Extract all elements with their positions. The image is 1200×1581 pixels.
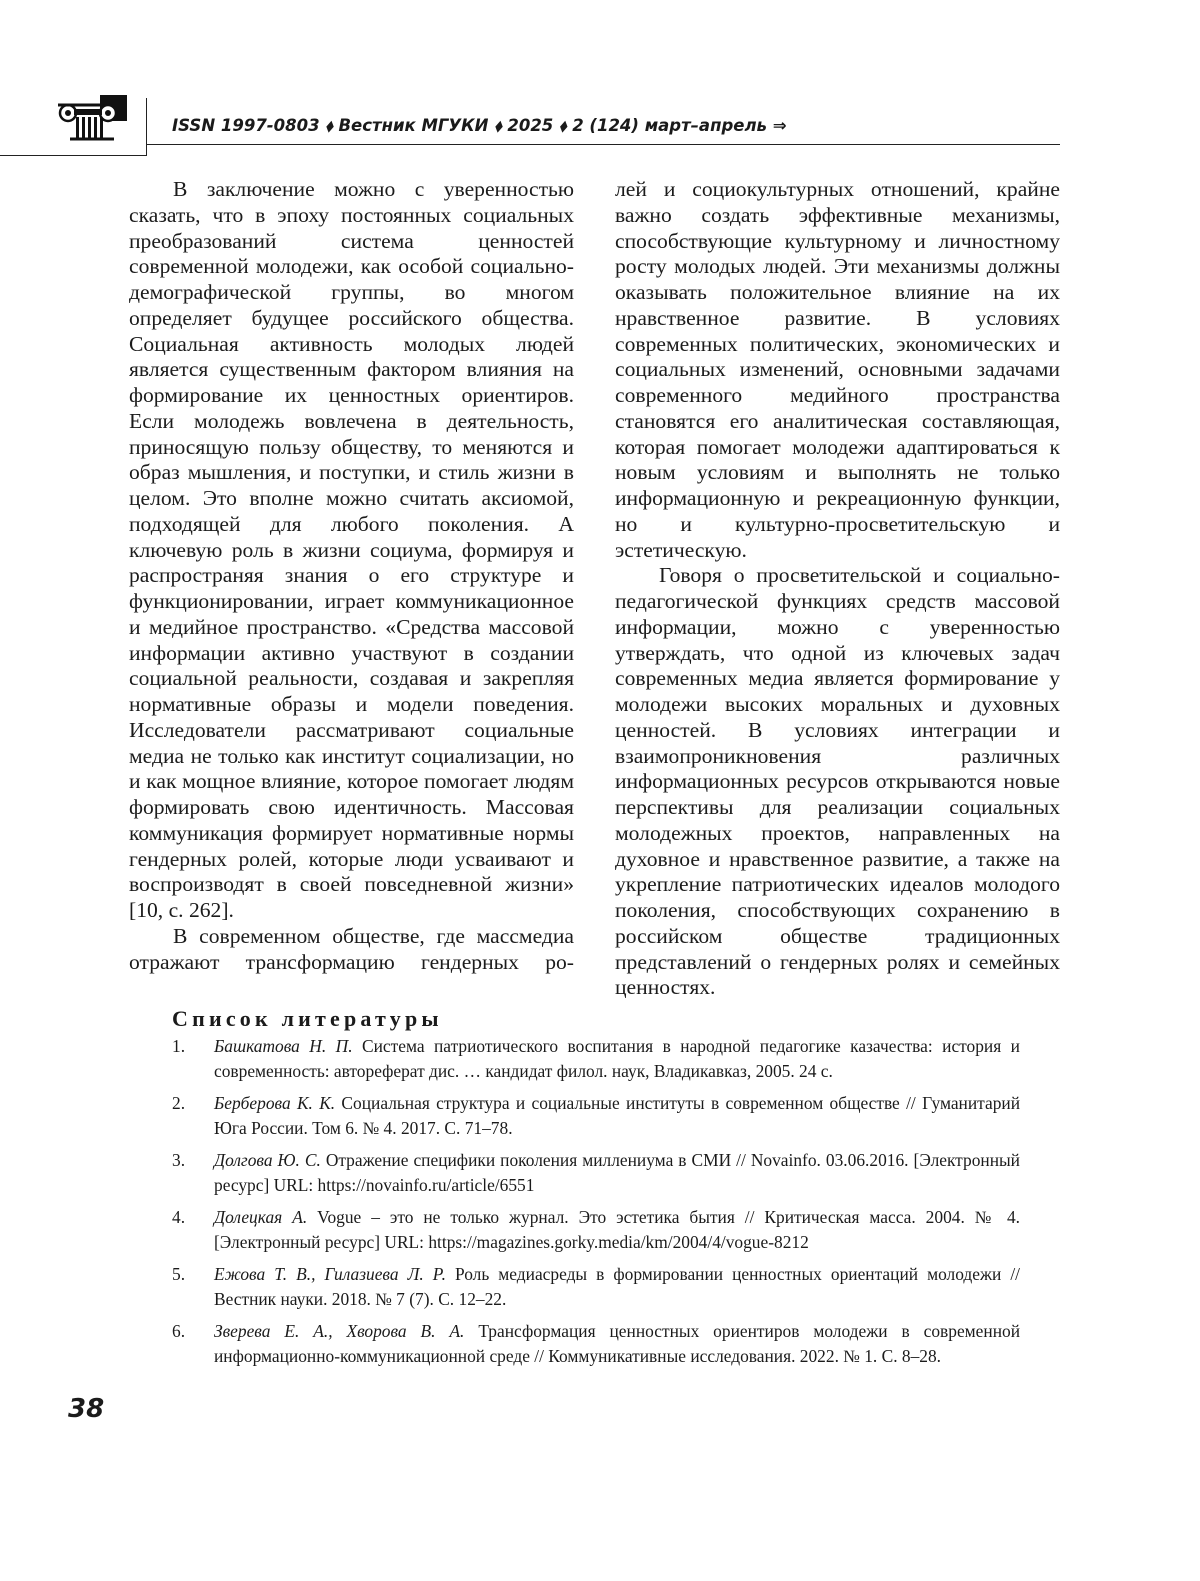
reference-number: 5. — [172, 1264, 186, 1284]
reference-author: Зверева Е. А., Хворова В. А. — [214, 1321, 465, 1341]
reference-number: 6. — [172, 1321, 186, 1341]
reference-item — [172, 1319, 1020, 1369]
reference-text: Система патриотического воспитания в народной педагогике казачества: история и современность: автореферат дис. … кандидат филол. наук, Владикавказ, 2005. 24 с. — [214, 1036, 1020, 1081]
body-paragraph: Говоря о просветительской и социально-педагогической функциях средств массовой информации, можно с уверенностью утверждать, что одной из ключевых задач современных медиа является формирование у молодежи высоких моральных и духовных ценностей. В условиях интеграции и взаимопроникновения различных информационных ресурсов открываются новые перспективы для реализации социальных молодежных проектов, направленных на духовное и нравственное развитие, а также на укрепление патриотических идеалов молодого поколения, способствующих сохранению в российском обществе традиционных представлений о гендерных ролях и семейных ценностях. — [615, 563, 1060, 1000]
header-vertical-rule — [146, 98, 147, 156]
reference-number: 3. — [172, 1150, 186, 1170]
reference-item — [172, 1205, 1020, 1255]
body-paragraph: В заключение можно с уверенностью сказать, что в эпоху постоянных социальных преобразований система ценностей современной молодежи, как особой социально-демографической группы, во многом определяет будущее российского общества. Социальная активность молодых людей является существенным фактором влияния на формирование их ценностных ориентиров. Если молодежь вовлечена в деятельность, приносящую пользу обществу, то меняются и образ мышления, и поступки, и стиль жизни в целом. Это вполне можно считать аксиомой, подходящей для любого поколения. А ключевую роль в жизни социума, формируя и распространяя знания о его структуре и функционировании, играет коммуникационное и медийное пространство. «Средства массовой информации активно участвуют в создании социальной реальности, создавая и закрепляя нормативные образы и модели поведения. Исследователи рассматривают социальные медиа не только как институт социализации, но и как мощное влияние, которое помогает людям формировать свою идентичность. Массовая коммуникация формирует нормативные нормы гендерных ролей, которые люди усваивают и воспроизводят в своей повседневной жизни» [10, с. 262]. — [129, 177, 574, 922]
left-column — [129, 177, 574, 975]
reference-item — [172, 1091, 1020, 1141]
page-number: 38 — [68, 1394, 105, 1424]
body-paragraph-continued: лей и социокультурных отношений, крайне важно создать эффективные механизмы, способствующие культурному и личностному росту молодых людей. Эти механизмы должны оказывать положительное влияние на их нравственное развитие. В условиях современных политических, экономических и социальных изменений, основными задачами современного медийного пространства становятся его аналитическая составляющая, которая помогает молодежи адаптироваться к новым условиям и выполнять не только информационную и рекреационную функции, но и культурно-просветительскую и эстетическую. — [615, 177, 1060, 562]
reference-author: Берберова К. К. — [214, 1093, 336, 1113]
reference-text: Отражение специфики поколения миллениума в СМИ // Novainfo. 03.06.2016. [Электронный ресурс] URL: https://novainfo.ru/article/6551 — [214, 1150, 1020, 1195]
reference-author: Долгова Ю. С. — [214, 1150, 321, 1170]
journal-header-text: ISSN 1997-0803 ⬧ Вестник МГУКИ ⬧ 2025 ⬧ 2 (124) март–апрель ⇒ — [172, 116, 787, 135]
reference-author: Долецкая А. — [214, 1207, 308, 1227]
reference-item — [172, 1262, 1020, 1312]
reference-author: Башкатова Н. П. — [214, 1036, 353, 1056]
reference-text: Роль медиасреды в формировании ценностных ориентаций молодежи // Вестник науки. 2018. № 7 (7). С. 12–22. — [214, 1264, 1020, 1309]
reference-item — [172, 1034, 1020, 1084]
page-header — [0, 88, 1200, 158]
reference-text: Vogue – это не только журнал. Это эстетика бытия // Критическая масса. 2004. № 4. [Электронный ресурс] URL: https://magazines.gorky.media/km/2004/4/vogue-8212 — [214, 1207, 1020, 1252]
references-heading: Список литературы — [172, 1006, 443, 1031]
reference-number: 1. — [172, 1036, 186, 1056]
reference-text: Социальная структура и социальные институты в современном обществе // Гуманитарий Юга России. Том 6. № 4. 2017. С. 71–78. — [214, 1093, 1020, 1138]
header-rule — [146, 144, 1060, 145]
reference-author: Ежова Т. В., Гилазиева Л. Р. — [214, 1264, 446, 1284]
reference-number: 2. — [172, 1093, 186, 1113]
references-list — [172, 1034, 1020, 1376]
reference-text: Трансформация ценностных ориентиров молодежи в современной информационно-коммуникационной среде // Коммуникативные исследования. 2022. № 1. С. 8–28. — [214, 1321, 1021, 1366]
column-capital-logo-icon — [56, 93, 128, 143]
body-paragraph: В современном обществе, где массмедиа отражают трансформацию гендерных ро- — [129, 923, 574, 974]
reference-number: 4. — [172, 1207, 186, 1227]
header-left-rule — [0, 155, 147, 156]
right-column — [615, 177, 1060, 1001]
reference-item — [172, 1148, 1020, 1198]
